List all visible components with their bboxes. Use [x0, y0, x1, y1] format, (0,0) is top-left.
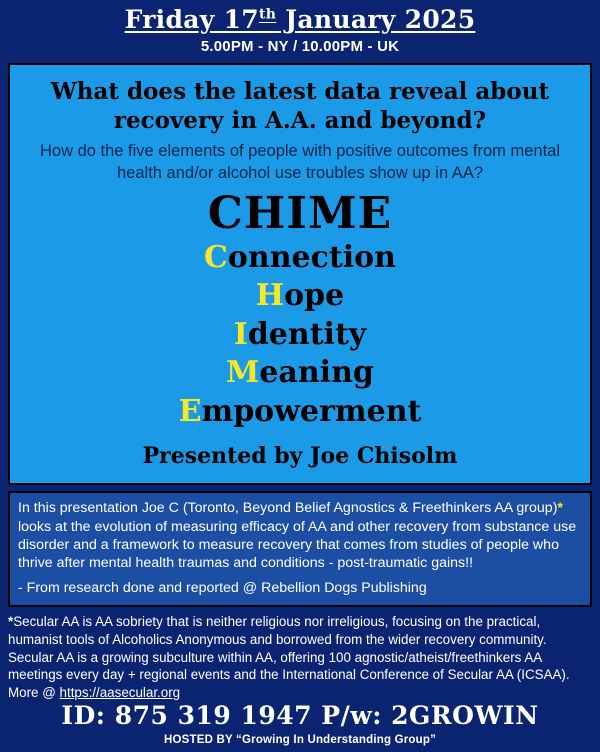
secular-aa-link[interactable]: https://aasecular.org — [59, 685, 181, 701]
description-asterisk: * — [557, 500, 563, 517]
chime-word-identity: dentity — [247, 316, 367, 352]
chime-word-empowerment: mpowerment — [201, 393, 422, 429]
description-source: - From research done and reported @ Rebellion Dogs Publishing — [18, 579, 427, 596]
chime-word-hope: ope — [284, 278, 345, 314]
footnote-text: Secular AA is AA sobriety that is neither religious nor irreligious, focusing on the practical, humanist tools of Alcoholics Anonymous and borrowed from the wider recovery community. Secular AA is a growing subculture within AA, offering 100 agnostic/atheist/freethinkers AA meetings every day + regional events and the International Conference of Secular AA (ICSAA). More @ — [8, 614, 570, 701]
acronym-chime: CHIME — [207, 187, 393, 239]
chime-word-meaning: eaning — [259, 355, 374, 391]
chime-item-empowerment — [20, 393, 580, 431]
footnote-secular-aa — [8, 613, 592, 701]
presenter-line: Presented by Joe Chisolm — [142, 443, 458, 470]
chime-item-identity — [20, 316, 580, 354]
main-panel — [8, 63, 592, 486]
chime-item-meaning — [20, 354, 580, 392]
chime-initial-c: C — [204, 240, 228, 276]
poster-footer — [0, 702, 600, 752]
chime-initial-m: M — [226, 355, 260, 391]
event-date-ordinal: th — [258, 6, 277, 23]
description-body-part1: In this presentation Joe C (Toronto, Beyond Belief Agnostics & Freethinkers AA group) — [18, 500, 558, 517]
meeting-id-password: ID: 875 319 1947 P/w: 2GROWIN — [61, 700, 539, 730]
footnote-asterisk: * — [8, 614, 14, 630]
poster-header — [0, 0, 600, 57]
panel-question-line1: What does the latest data reveal about — [50, 77, 550, 105]
chime-word-connection: onnection — [227, 240, 396, 276]
description-panel — [8, 491, 592, 607]
chime-initial-i: I — [233, 316, 248, 352]
event-date — [0, 6, 600, 34]
panel-question — [20, 77, 580, 136]
host-group: HOSTED BY “Growing In Understanding Group” — [163, 734, 437, 747]
chime-item-hope — [20, 277, 580, 315]
chime-elements-list — [20, 239, 580, 431]
panel-question-line2: recovery in A.A. and beyond? — [113, 106, 487, 134]
chime-item-connection — [20, 239, 580, 277]
description-body-part2: looks at the evolution of measuring efficacy of AA and other recovery from substance use disorder and a framework to measure recovery that comes from studies of people who thrive after mental health traumas and conditions - post-traumatic gains!! — [18, 518, 577, 572]
description-body — [18, 499, 582, 573]
event-times: 5.00PM - NY / 10.00PM - UK — [200, 37, 400, 55]
event-date-month-year: January 2025 — [276, 5, 476, 34]
chime-initial-h: H — [255, 278, 285, 314]
event-date-main: Friday 17 — [124, 5, 259, 34]
panel-subtitle: How do the five elements of people with positive outcomes from mental health and/or alcohol use troubles show up in AA? — [39, 142, 560, 183]
chime-initial-e: E — [178, 393, 202, 429]
